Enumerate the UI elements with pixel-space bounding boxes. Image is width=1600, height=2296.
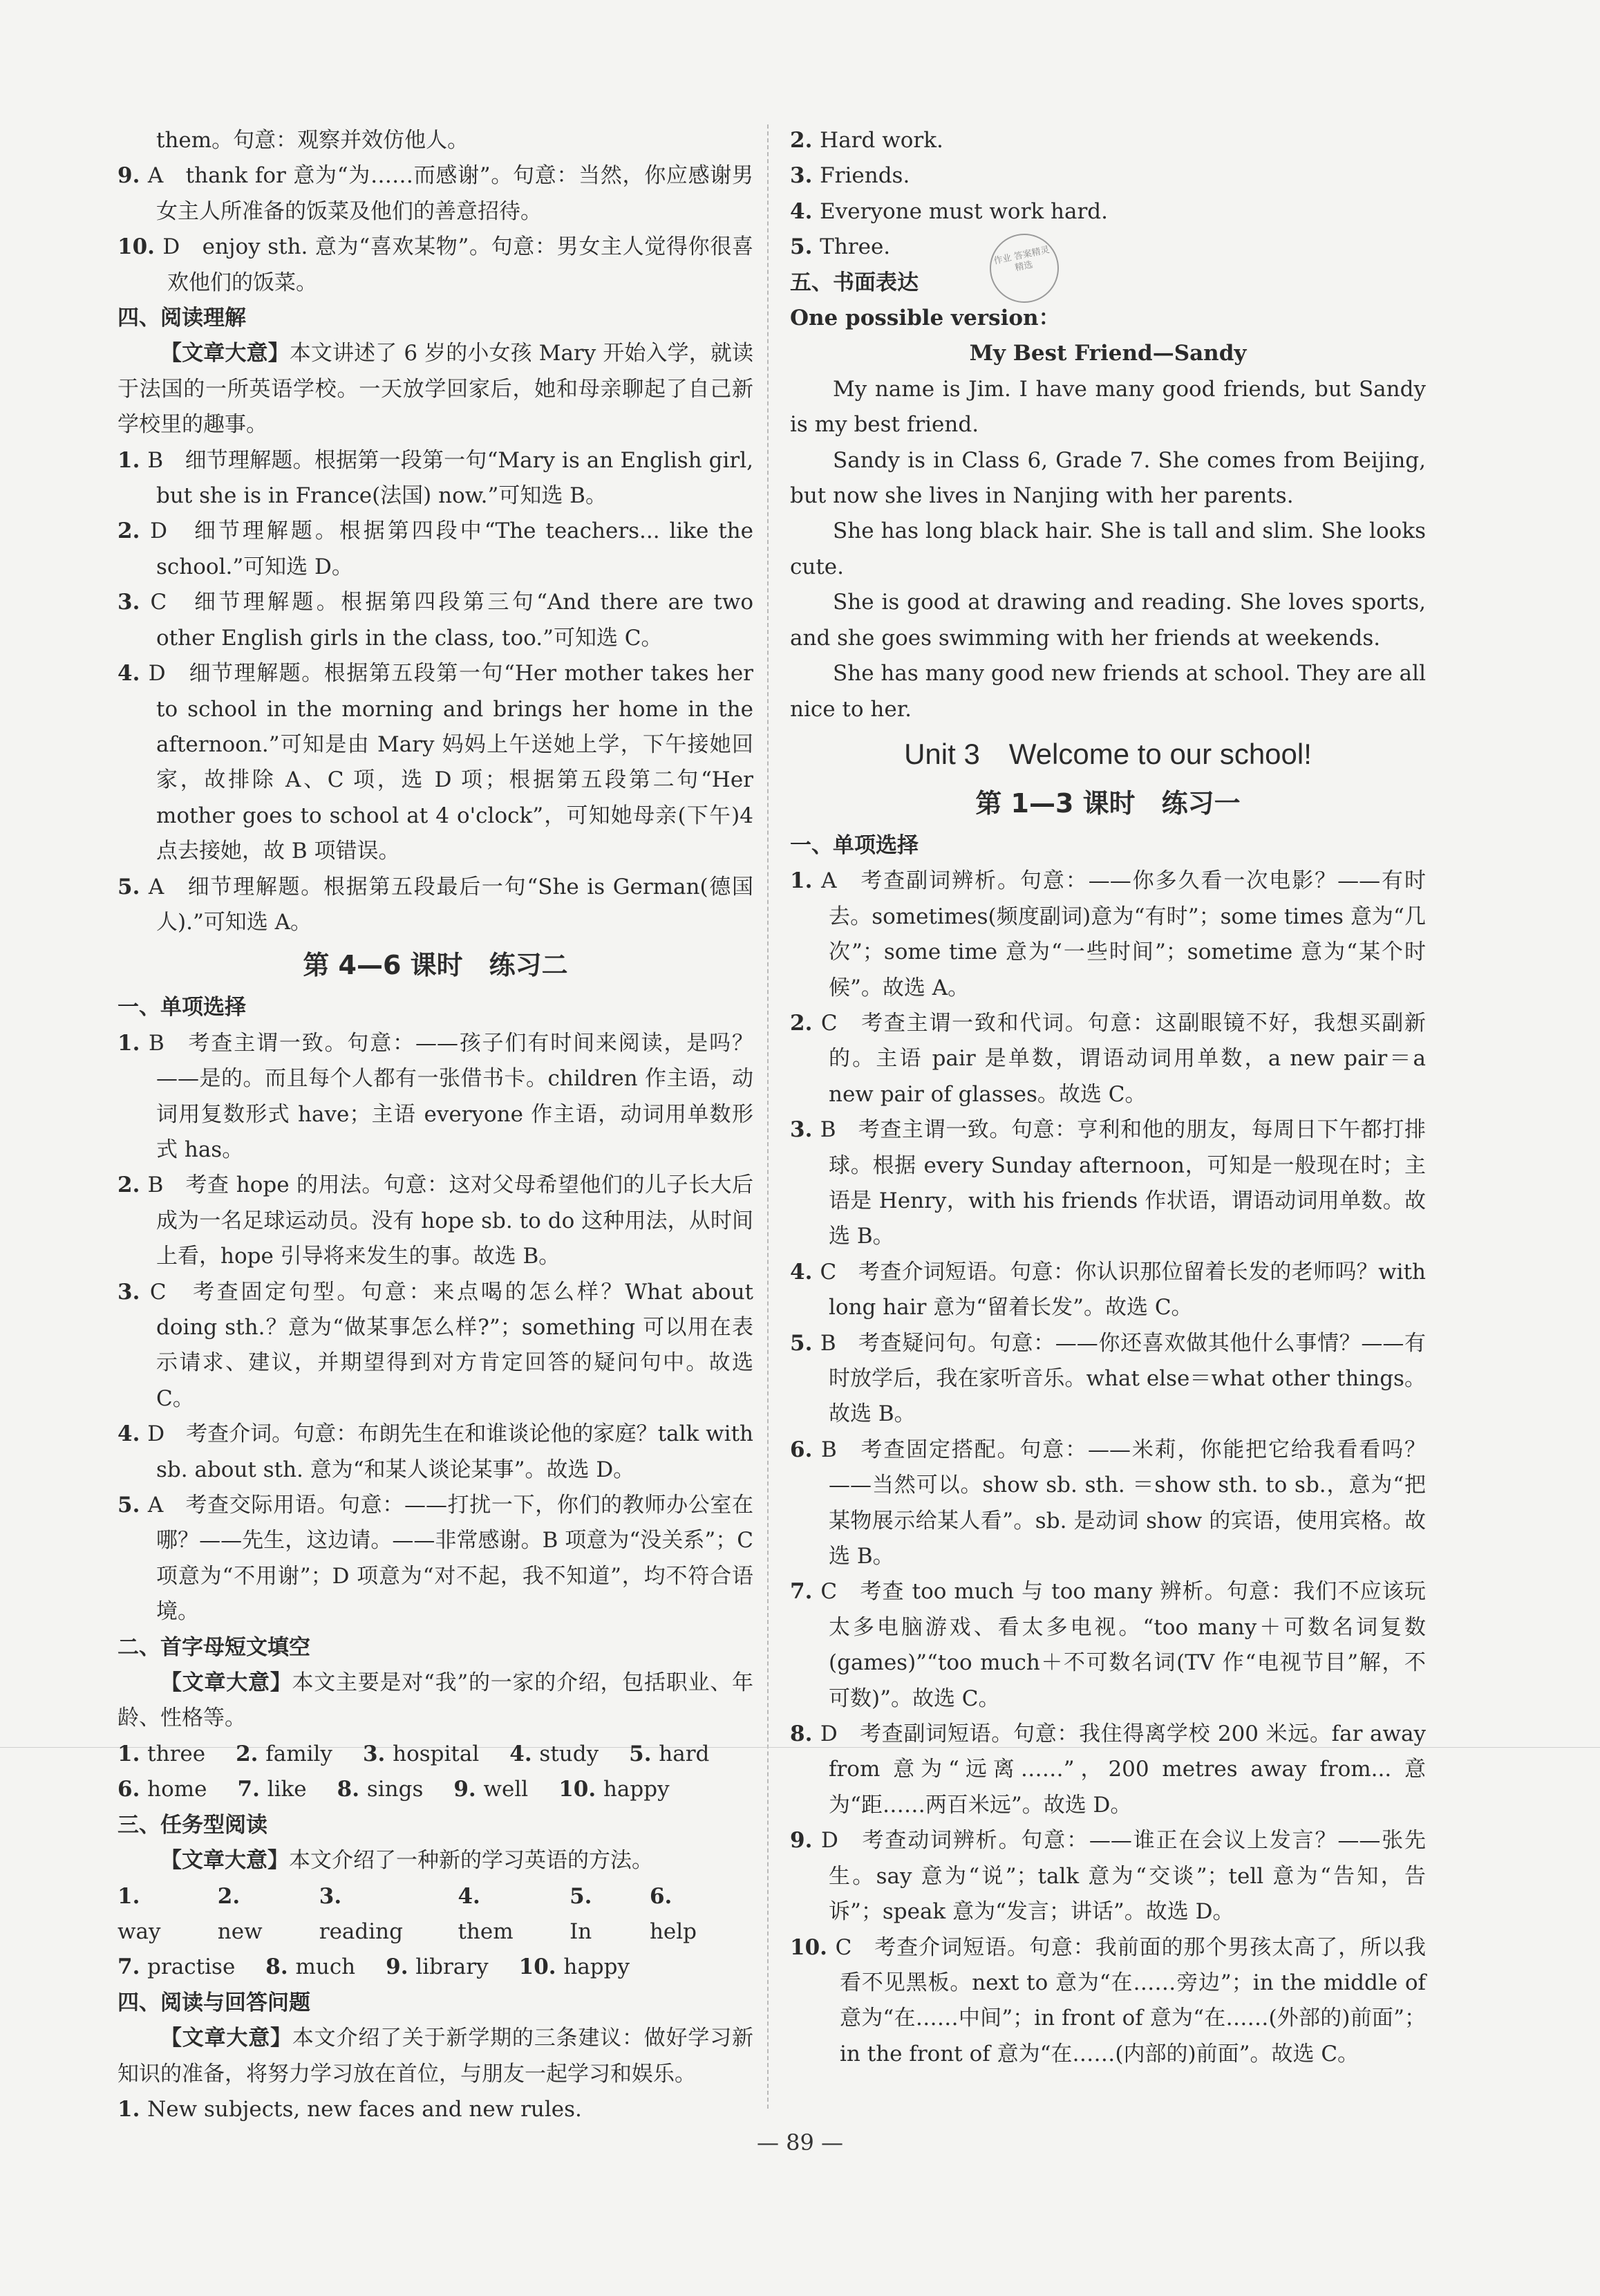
answer-cell (650, 1879, 723, 1950)
item-text: D 考查动词辨析。句意：——谁正在会议上发言？——张先生。say 意为“说”；talk 意为“交谈”；tell 意为“告知，告诉”；speak 意为“发言；讲话”。故选 D。 (821, 1828, 1426, 1925)
answer-item (790, 123, 1426, 158)
item-number: 10. (558, 1777, 603, 1802)
item-text: C 细节理解题。根据第四段第三句“And there are two other English girls in the class, too.”可知选 C。 (150, 590, 754, 651)
item-number: 6. (790, 1437, 822, 1462)
item-number: 4. (458, 1883, 480, 1909)
item-number: 5. (117, 1493, 148, 1518)
answer-item (117, 1275, 753, 1417)
answer-item (790, 158, 1426, 194)
item-text: library (415, 1954, 489, 1980)
item-text: C 考查 too much 与 too many 辨析。句意：我们不应该玩太多电脑游戏、看太多电视。“too many＋可数名词复数(games)”“too much＋不可数名词(TV 作“电视节目”解，不可数)”。故选 C。 (820, 1579, 1426, 1711)
answer-item (117, 1417, 753, 1488)
item-text: sings (366, 1777, 424, 1802)
item-number: 7. (117, 1954, 148, 1980)
item-number: 9. (386, 1954, 416, 1980)
item-text: hard (659, 1741, 710, 1766)
answer-cell (558, 1772, 669, 1807)
item-text: A 细节理解题。根据第五段最后一句“She is German(德国人).”可知选 A。 (148, 874, 753, 935)
answer-cell (386, 1950, 488, 1985)
answer-item (117, 2092, 753, 2127)
item-text: D enjoy sth. 意为“喜欢某物”。句意：男女主人觉得你很喜欢他们的饭菜。 (162, 234, 753, 295)
essay-paragraph: She has many good new friends at school. They are all nice to her. (790, 661, 1426, 722)
answer-item (117, 1168, 753, 1274)
answer-cell (117, 1772, 207, 1807)
item-number: 8. (265, 1954, 296, 1980)
item-text: B 考查疑问句。句意：——你还喜欢做其他什么事情？——有时放学后，我在家听音乐。what else＝what other things。故选 B。 (820, 1330, 1426, 1427)
item-number: 4. (790, 198, 820, 224)
answer-cell (117, 1950, 235, 1985)
item-number: 1. (117, 2096, 148, 2122)
item-text: A 考查副词辨析。句意：——你多久看一次电影？——有时去。sometimes(频度副词)意为“有时”；some times 意为“几次”；some time 意为“一些时间”；sometime 意为“某个时候”。故选 A。 (821, 868, 1426, 1000)
summary-label: 【文章大意】 (160, 341, 290, 366)
section-heading: 一、单项选择 (790, 832, 919, 858)
column-divider (767, 124, 769, 2109)
right-column (790, 123, 1426, 2072)
answer-item (117, 1026, 753, 1168)
item-text: help (649, 1919, 697, 1944)
answer-item (790, 1326, 1426, 1432)
item-number: 5. (629, 1741, 659, 1766)
answer-item (117, 1488, 753, 1630)
answer-cell (319, 1879, 428, 1950)
item-number: 9. (453, 1777, 484, 1802)
item-text: Hard work. (820, 128, 943, 153)
essay-title: My Best Friend—Sandy (969, 341, 1247, 366)
section-heading: 四、阅读理解 (117, 306, 246, 331)
item-text: home (147, 1777, 207, 1802)
item-number: 8. (337, 1777, 367, 1802)
item-text: study (539, 1741, 599, 1766)
summary-paragraph (117, 1665, 753, 1737)
item-text: C 考查介词短语。句意：我前面的那个男孩太高了，所以我看不见黑板。next to 意为“在……旁边”；in the middle of 意为“在……中间”；in front of 意为“在……(外部的)前面”；in the front of 意为“在……(内部的)前面”。故选 C。 (835, 1934, 1426, 2066)
summary-paragraph (117, 1843, 753, 1878)
answer-row (117, 1772, 753, 1807)
answer-item (790, 1823, 1426, 1930)
answer-item (117, 230, 753, 301)
summary-paragraph (117, 336, 753, 442)
item-number: 3. (117, 590, 151, 615)
answer-cell (363, 1737, 479, 1772)
item-text: Friends. (820, 163, 910, 189)
essay-paragraph: My name is Jim. I have many good friends, but Sandy is my best friend. (790, 376, 1426, 438)
answer-continuation: them。句意：观察并效仿他人。 (156, 128, 469, 153)
summary-label: 【文章大意】 (160, 2026, 292, 2051)
item-text: happy (603, 1777, 670, 1802)
answer-cell (117, 1879, 187, 1950)
answer-item (790, 230, 1426, 265)
summary-paragraph (117, 2021, 753, 2092)
item-text: new (217, 1919, 263, 1944)
item-text: D 细节理解题。根据第四段中“The teachers... like the school.”可知选 D。 (150, 519, 753, 579)
answer-item (790, 1432, 1426, 1575)
essay-intro: One possible version： (790, 306, 1060, 331)
item-text: way (117, 1919, 161, 1944)
item-number: 5. (790, 234, 820, 260)
answer-item (790, 194, 1426, 230)
answer-cell (337, 1772, 424, 1807)
answer-item (117, 158, 753, 230)
item-text: A 考查交际用语。句意：——打扰一下，你们的教师办公室在哪？——先生，这边请。——非常感谢。B 项意为“没关系”；C 项意为“不用谢”；D 项意为“对不起，我不知道”，均不符合语境。 (147, 1493, 754, 1625)
summary-label: 【文章大意】 (160, 1670, 292, 1696)
item-text: reading (319, 1919, 403, 1944)
item-text: New subjects, new faces and new rules. (147, 2096, 582, 2122)
item-number: 7. (790, 1579, 821, 1605)
answer-row (117, 1950, 753, 1985)
summary-text: 本文主要是对“我”的一家的介绍，包括职业、年龄、性格等。 (117, 1670, 753, 1731)
answer-item (790, 1006, 1426, 1112)
summary-text: 本文介绍了关于新学期的三条建议：做好学习新知识的准备，将努力学习放在首位，与朋友一起学习和娱乐。 (117, 2026, 754, 2087)
item-text: like (267, 1777, 307, 1802)
answer-item (117, 514, 753, 585)
answer-row (117, 1737, 753, 1772)
summary-text: 本文介绍了一种新的学习英语的方法。 (289, 1848, 653, 1874)
page-number: — 89 — (756, 2129, 844, 2156)
answer-cell (236, 1737, 332, 1772)
answer-row (117, 1879, 753, 1950)
answer-cell (238, 1772, 307, 1807)
item-text: C 考查介词短语。句意：你认识那位留着长发的老师吗？with long hair 意为“留着长发”。故选 C。 (820, 1259, 1426, 1320)
essay-paragraph: She is good at drawing and reading. She loves sports, and she goes swimming with her friends at weekends. (790, 590, 1426, 651)
item-number: 10. (790, 1934, 836, 1960)
section-heading: 二、首字母短文填空 (117, 1634, 310, 1660)
item-text: practise (147, 1954, 236, 1980)
answer-item (790, 1112, 1426, 1255)
answer-cell (629, 1737, 709, 1772)
left-column (117, 123, 753, 2127)
essay-paragraph: Sandy is in Class 6, Grade 7. She comes from Beijing, but now she lives in Nanjing with her parents. (790, 447, 1426, 509)
item-text: them (458, 1919, 514, 1944)
section-heading: 四、阅读与回答问题 (117, 1990, 310, 2015)
item-text: family (265, 1741, 332, 1766)
item-number: 5. (117, 874, 149, 899)
answer-cell (453, 1772, 528, 1807)
lesson-title: 第 4—6 课时 练习二 (303, 950, 568, 981)
item-number: 4. (117, 1421, 148, 1447)
item-number: 3. (790, 1117, 820, 1143)
item-text: D 考查介词。句意：布朗先生在和谁谈论他的家庭？talk with sb. about sth. 意为“和某人谈论某事”。故选 D。 (147, 1421, 754, 1482)
answer-item (117, 585, 753, 656)
item-text: happy (563, 1954, 630, 1980)
answer-item (117, 870, 753, 941)
essay-paragraph: She has long black hair. She is tall and slim. She looks cute. (790, 519, 1426, 579)
answer-cell (458, 1879, 539, 1950)
item-text: well (483, 1777, 529, 1802)
item-number: 10. (117, 234, 163, 260)
item-text: B 考查固定搭配。句意：——米莉，你能把它给我看看吗？——当然可以。show sb. sth. ＝show sth. to sb.，意为“把某物展示给某人看”。sb. 是动词 show 的宾语，使用宾格。故选 B。 (821, 1437, 1427, 1569)
answer-item (790, 864, 1426, 1006)
section-heading: 五、书面表达 (790, 270, 919, 295)
item-number: 2. (217, 1883, 241, 1909)
item-text: B 考查主谓一致。句意：——孩子们有时间来阅读，是吗？——是的。而且每个人都有一张借书卡。children 作主语，动词用复数形式 have；主语 everyone 作主语，动词用单数形式 has。 (149, 1030, 754, 1162)
summary-text: 本文讲述了 6 岁的小女孩 Mary 开始入学，就读于法国的一所英语学校。一天放学回家后，她和母亲聊起了自己新学校里的趣事。 (117, 341, 753, 438)
section-heading: 三、任务型阅读 (117, 1812, 267, 1838)
item-text: C 考查主谓一致和代词。句意：这副眼镜不好，我想买副新的。主语 pair 是单数，谓语动词用单数，a new pair＝a new pair of glasses。故选 C。 (820, 1010, 1427, 1107)
answer-item (790, 1930, 1426, 2073)
item-number: 3. (790, 163, 820, 189)
answer-cell (509, 1737, 599, 1772)
stamp-text: 作业 答案精灵 精选 (992, 245, 1051, 274)
item-text: C 考查固定句型。句意：来点喝的怎么样？What about doing sth.？意为“做某事怎么样?”；something 可以用在表示请求、建议，并期望得到对方肯定回答的疑问句中。故选 C。 (149, 1279, 753, 1411)
item-number: 4. (117, 661, 149, 687)
item-number: 2. (236, 1741, 266, 1766)
item-number: 1. (117, 447, 148, 473)
item-text: In (570, 1919, 592, 1944)
item-number: 2. (117, 519, 151, 544)
item-text: D 考查副词短语。句意：我住得离学校 200 米远。far away from 意为“远离……”，200 metres away from... 意为“距……两百米远”。故选 D。 (820, 1721, 1426, 1818)
item-number: 1. (117, 1741, 148, 1766)
item-number: 2. (790, 128, 820, 153)
answer-cell (117, 1737, 205, 1772)
item-number: 2. (790, 1010, 821, 1036)
answer-cell (570, 1879, 619, 1950)
item-number: 9. (790, 1828, 821, 1854)
item-number: 5. (570, 1883, 592, 1909)
item-number: 8. (790, 1721, 820, 1747)
answer-item (790, 1255, 1426, 1326)
item-number: 6. (117, 1777, 148, 1802)
lesson-title: 第 1—3 课时 练习一 (975, 787, 1241, 819)
summary-label: 【文章大意】 (160, 1848, 289, 1874)
answer-cell (265, 1950, 355, 1985)
right-column-bottom (790, 828, 1426, 2072)
item-text: B 细节理解题。根据第一段第一句“Mary is an English girl, but she is in France(法国) now.”可知选 B。 (147, 447, 754, 509)
item-text: A thank for 意为“为……而感谢”。句意：当然，你应感谢男女主人所准备的饭菜及他们的善意招待。 (147, 163, 753, 224)
section-heading: 一、单项选择 (117, 995, 246, 1020)
item-text: hospital (393, 1741, 480, 1766)
item-number: 6. (649, 1883, 672, 1909)
item-number: 3. (117, 1279, 150, 1305)
right-column-top (790, 123, 1426, 727)
answer-item (117, 656, 753, 869)
item-text: D 细节理解题。根据第五段第一句“Her mother takes her to school in the morning and brings her home in the afternoon.”可知是由 Mary 妈妈上午送她上学，下午接她回家，故排除 A、C 项，选 D 项；根据第五段第二句“Her mother goes to school at 4 o'clock”，可知她母亲(下午)4 点去接她，故 B 项错误。 (148, 661, 753, 864)
answer-cell (218, 1879, 289, 1950)
item-number: 1. (117, 1883, 140, 1909)
item-text: three (147, 1741, 206, 1766)
item-text: Three. (820, 234, 891, 260)
item-number: 3. (319, 1883, 342, 1909)
answer-item (790, 1717, 1426, 1823)
item-number: 1. (790, 868, 822, 894)
item-text: B 考查主谓一致。句意：亨利和他的朋友，每周日下午都打排球。根据 every Sunday afternoon，可知是一般现在时；主语是 Henry，with his friends 作状语，谓语动词用单数。故选 B。 (820, 1117, 1426, 1249)
item-number: 3. (362, 1741, 393, 1766)
item-text: B 考查 hope 的用法。句意：这对父母希望他们的儿子长大后成为一名足球运动员。没有 hope sb. to do 这种用法，从时间上看，hope 引导将来发生的事。故选 B。 (147, 1173, 753, 1269)
item-number: 10. (518, 1954, 564, 1980)
item-number: 7. (237, 1777, 267, 1802)
item-number: 4. (790, 1259, 820, 1285)
answer-item (117, 443, 753, 514)
item-number: 2. (117, 1173, 148, 1198)
item-text: much (295, 1954, 356, 1980)
item-number: 9. (117, 163, 148, 189)
item-text: Everyone must work hard. (820, 198, 1109, 224)
item-number: 4. (509, 1741, 540, 1766)
unit-title: Unit 3 Welcome to our school! (904, 737, 1312, 770)
item-number: 5. (790, 1330, 820, 1356)
item-number: 1. (117, 1030, 149, 1056)
answer-item (790, 1574, 1426, 1717)
answer-cell (519, 1950, 630, 1985)
